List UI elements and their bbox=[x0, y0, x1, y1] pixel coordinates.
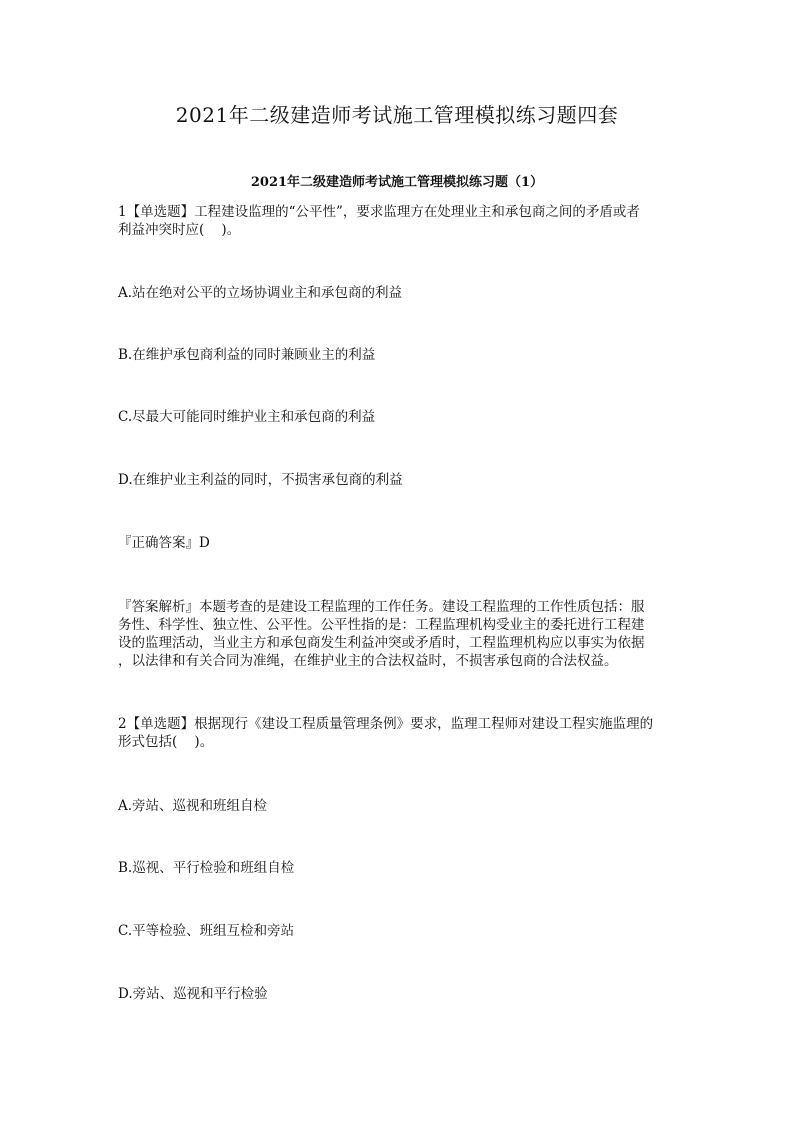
q1-option-c: C.尽最大可能同时维护业主和承包商的利益 bbox=[118, 409, 376, 425]
q1-option-a: A.站在绝对公平的立场协调业主和承包商的利益 bbox=[118, 285, 403, 301]
q2-option-b: B.巡视、平行检验和班组自检 bbox=[118, 860, 295, 876]
section-title: 2021年二级建造师考试施工管理模拟练习题（1） bbox=[250, 175, 544, 190]
q1-analysis-line: 『答案解析』本题考查的是建设工程监理的工作任务。建设工程监理的工作性质包括：服 bbox=[118, 599, 645, 615]
q1-option-d: D.在维护业主利益的同时，不损害承包商的利益 bbox=[118, 472, 403, 488]
q1-analysis-line: 设的监理活动，当业主方和承包商发生利益冲突或矛盾时，工程监理机构应以事实为依据 bbox=[118, 635, 645, 651]
q2-stem-line: 形式包括( )。 bbox=[118, 734, 214, 750]
q1-answer: 『正确答案』D bbox=[118, 535, 210, 551]
q1-analysis-line: ，以法律和有关合同为准绳，在维护业主的合法权益时，不损害承包商的合法权益。 bbox=[118, 653, 618, 669]
document-title: 2021年二级建造师考试施工管理模拟练习题四套 bbox=[175, 103, 619, 127]
q2-option-a: A.旁站、巡视和班组自检 bbox=[118, 798, 268, 814]
q1-analysis-line: 务性、科学性、独立性、公平性。公平性指的是：工程监理机构受业主的委托进行工程建 bbox=[118, 617, 645, 633]
q1-stem-line: 利益冲突时应( )。 bbox=[118, 222, 241, 238]
q2-option-c: C.平等检验、班组互检和旁站 bbox=[118, 923, 295, 939]
q1-stem-line: 1【单选题】工程建设监理的“公平性”，要求监理方在处理业主和承包商之间的矛盾或者 bbox=[118, 204, 640, 220]
q2-stem-line: 2【单选题】根据现行《建设工程质量管理条例》要求，监理工程师对建设工程实施监理的 bbox=[118, 716, 654, 732]
q2-option-d: D.旁站、巡视和平行检验 bbox=[118, 986, 268, 1002]
q1-option-b: B.在维护承包商利益的同时兼顾业主的利益 bbox=[118, 347, 376, 363]
